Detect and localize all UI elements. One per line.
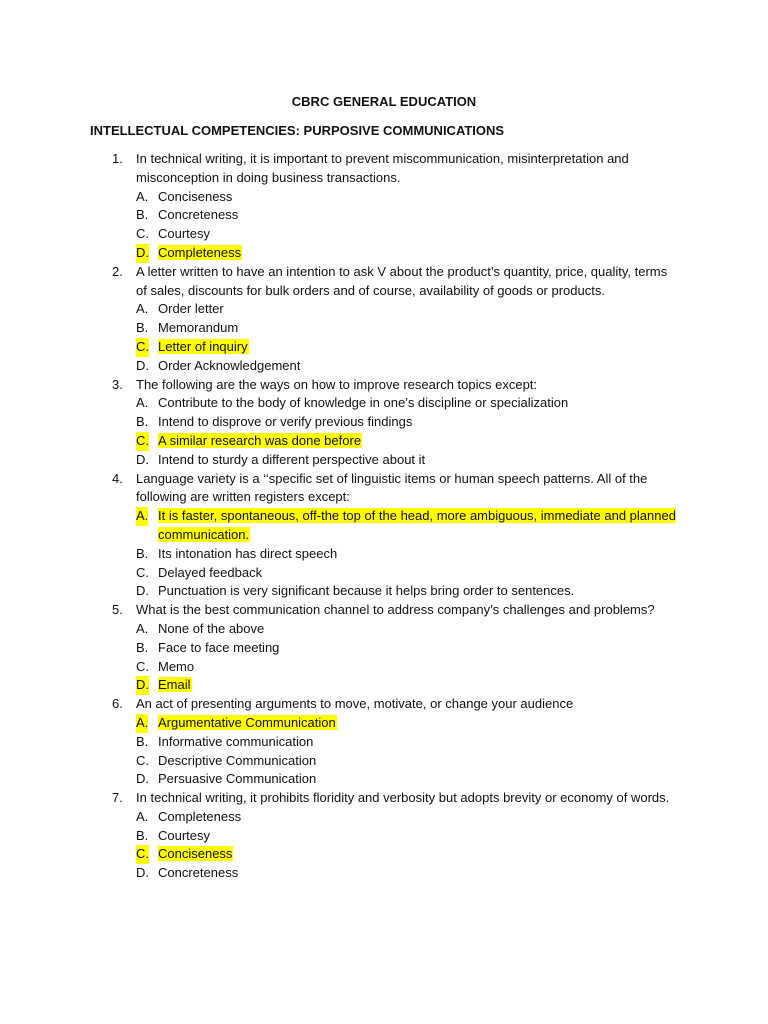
option-text: Punctuation is very significant because it helps bring order to sentences.: [158, 583, 575, 599]
answer-option: [136, 225, 768, 244]
answer-option: [136, 827, 768, 846]
answer-option: [136, 658, 768, 677]
question-item: [0, 376, 768, 470]
option-letter: A.: [136, 507, 148, 526]
page-title: CBRC GENERAL EDUCATION: [291, 94, 477, 109]
option-letter: C.: [136, 338, 149, 357]
question-number: 4.: [112, 470, 123, 486]
option-text: Persuasive Communication: [158, 771, 317, 787]
answer-option: [136, 864, 768, 883]
option-text: Contribute to the body of knowledge in one’s discipline or specialization: [158, 395, 569, 411]
option-letter: A.: [136, 301, 149, 317]
answer-option-highlighted: [136, 244, 768, 263]
answer-option: [136, 582, 768, 601]
question-number: 3.: [112, 376, 123, 392]
option-letter: D.: [136, 244, 149, 263]
question-list: [0, 150, 768, 883]
question-item: [0, 150, 768, 263]
option-text: Memo: [158, 658, 195, 674]
answer-option: [136, 808, 768, 827]
answer-option: [136, 451, 768, 470]
option-text: Conciseness: [158, 846, 233, 862]
question-item: [0, 263, 768, 376]
option-text: Descriptive Communication: [158, 752, 317, 768]
answer-option-highlighted: [136, 507, 768, 545]
answer-option-highlighted: [136, 845, 768, 864]
option-letter: B.: [136, 414, 149, 430]
option-letter: D.: [136, 583, 149, 599]
option-letter: B.: [136, 545, 149, 561]
option-letter: A.: [136, 808, 149, 824]
option-letter: C.: [136, 845, 149, 864]
question-item: [0, 470, 768, 602]
section-title: INTELLECTUAL COMPETENCIES: PURPOSIVE COMMUNICATIONS: [90, 123, 505, 138]
option-text: Order Acknowledgement: [158, 357, 301, 373]
answer-option-highlighted: [136, 714, 768, 733]
option-letter: B.: [136, 207, 149, 223]
option-letter: A.: [136, 620, 149, 636]
option-text: Concreteness: [158, 207, 239, 223]
option-text: Intend to disprove or verify previous findings: [158, 414, 413, 430]
question-number: 2.: [112, 263, 123, 279]
option-text: Memorandum: [158, 320, 239, 336]
answer-option: [136, 733, 768, 752]
question-text: What is the best communication channel to address company’s challenges and problems?: [136, 602, 655, 618]
answer-option: [136, 752, 768, 771]
answer-option-highlighted: [136, 338, 768, 357]
answer-option: [136, 300, 768, 319]
option-letter: A.: [136, 188, 149, 204]
answer-option-highlighted: [136, 432, 768, 451]
option-letter: D.: [136, 451, 149, 467]
option-text: Completeness: [158, 244, 242, 260]
option-letter: B.: [136, 733, 149, 749]
option-letter: B.: [136, 320, 149, 336]
option-letter: C.: [136, 564, 149, 580]
option-letter: A.: [136, 714, 148, 733]
question-item: [0, 695, 768, 789]
option-text: Courtesy: [158, 226, 211, 242]
option-text: Its intonation has direct speech: [158, 545, 338, 561]
question-number: 1.: [112, 151, 123, 166]
question-number: 7.: [112, 790, 123, 806]
question-number: 5.: [112, 602, 123, 618]
question-item: [0, 789, 768, 883]
option-text: Intend to sturdy a different perspective about it: [158, 451, 426, 467]
answer-option: [136, 319, 768, 338]
answer-option: [136, 545, 768, 564]
question-text: A letter written to have an intention to ask V about the product’s quantity, price, quality, terms of sales, discounts for bulk orders and of course, availability of goods or products.: [136, 263, 668, 298]
option-text: A similar research was done before: [158, 432, 362, 448]
answer-option: [136, 206, 768, 225]
question-text: The following are the ways on how to improve research topics except:: [136, 376, 538, 392]
question-text: In technical writing, it is important to prevent miscommunication, misinterpretation and misconception in doing business transactions.: [136, 151, 629, 185]
question-text: An act of presenting arguments to move, motivate, or change your audience: [136, 696, 574, 712]
option-text: Concreteness: [158, 865, 239, 881]
answer-option: [136, 394, 768, 413]
answer-option: [136, 413, 768, 432]
option-text: Face to face meeting: [158, 639, 280, 655]
option-letter: D.: [136, 357, 149, 373]
answer-option: [136, 357, 768, 376]
answer-option: [136, 770, 768, 789]
option-text: Order letter: [158, 301, 224, 317]
option-text: Letter of inquiry: [158, 338, 248, 354]
option-text: None of the above: [158, 620, 265, 636]
answer-option: [136, 620, 768, 639]
option-letter: B.: [136, 639, 149, 655]
option-text: Completeness: [158, 808, 242, 824]
option-letter: D.: [136, 771, 149, 787]
question-number: 6.: [112, 696, 123, 712]
option-text: Informative communication: [158, 733, 314, 749]
answer-option: [136, 639, 768, 658]
option-text: It is faster, spontaneous, off-the top of the head, more ambiguous, immediate and planned communication.: [158, 508, 676, 542]
answer-option: [136, 188, 768, 207]
option-letter: B.: [136, 827, 149, 843]
answer-option-highlighted: [136, 676, 768, 695]
question-text: Language variety is a ‘‘specific set of linguistic items or human speech patterns. All of the following are written registers except:: [136, 470, 648, 505]
option-letter: A.: [136, 395, 149, 411]
option-letter: C.: [136, 226, 149, 242]
option-text: Argumentative Communication: [158, 714, 336, 730]
option-text: Courtesy: [158, 827, 211, 843]
option-text: Delayed feedback: [158, 564, 263, 580]
option-text: Email: [158, 677, 191, 693]
option-letter: C.: [136, 658, 149, 674]
question-item: [0, 601, 768, 695]
option-letter: C.: [136, 432, 149, 451]
option-letter: C.: [136, 752, 149, 768]
answer-option: [136, 564, 768, 583]
option-letter: D.: [136, 865, 149, 881]
option-letter: D.: [136, 676, 149, 695]
option-text: Conciseness: [158, 188, 233, 204]
question-text: In technical writing, it prohibits floridity and verbosity but adopts brevity or economy of words.: [136, 790, 670, 806]
